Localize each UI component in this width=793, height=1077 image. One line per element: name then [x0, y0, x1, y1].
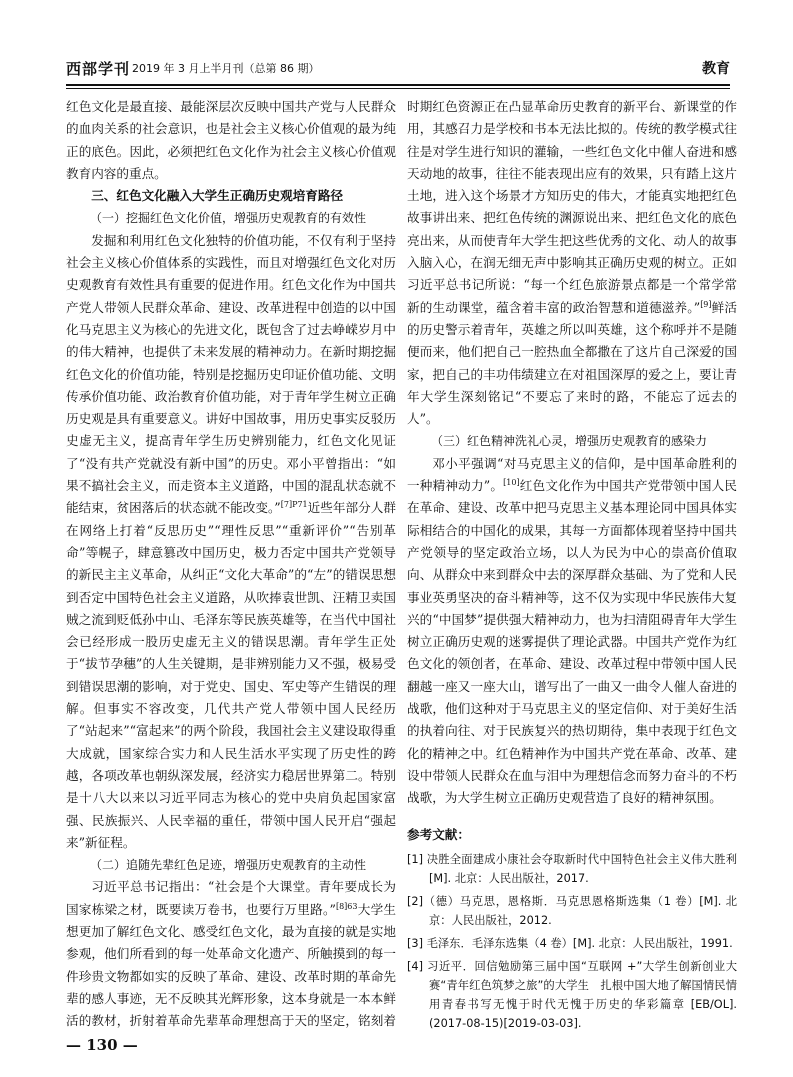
page-number: — 130 —	[66, 1036, 138, 1054]
paragraph-text: 习近平总书记指出：“社会是个大课堂。青年要成长为国家栋梁之材，既要读万卷书，也要行万里路。”	[66, 879, 396, 917]
reference-item: [3] 毛泽东．毛泽东选集（4 卷）[M]. 北京：人民出版社，1991.	[407, 936, 733, 950]
section-heading: 三、红色文化融入大学生正确历史观培育路径	[91, 188, 344, 204]
reference-item: [4] 习近平．回信勉励第三届中国“互联网 +”大学生创新创业大赛“青年红色筑梦之旅”的大学生 扎根中国大地了解国情民情 用青春书写无愧于时代无愧于历史的华彩篇章 [EB/OL].(2017-08-15)[2019-03-03].	[407, 959, 737, 1030]
paragraph-text: 大学生想更加了解红色文化、感受红色文化，最为直接的就是实地参观，他们所看到的每一处革命文化遗产、所触摸到的每一件珍贵文物都如实的反映了革命、建设、改革时期的革命先辈的感人事迹，无不反映其光辉形象，这本身就是一本本鲜活的教材，折射着革命先辈革命理想高于天的坚定，铭刻着	[66, 901, 396, 1029]
citation: [7]P71	[280, 500, 308, 510]
paragraph-text: 红色文化作为中国共产党带领中国人民在革命、建设、改革中把马克思主义基本理论同中国具体实际相结合的中国化的成果，其每一方面都体现着坚持中国共产党领导的坚定政治立场，以人为民为中心的崇高价值取向、从群众中来到群众中去的深厚群众基础、为了党和人民事业英勇坚决的奋斗精神等，这不仅为实现中华民族伟大复兴的“中国梦”提供强大精神动力，也为扫清阻碍青年大学生树立正确历史观的迷雾提供了理论武器。中国共产党作为红色文化的领创者，在革命、建设、改革过程中带领中国人民翻越一座又一座大山，谱写出了一曲又一曲令人催人奋进的战歌，他们这种对于马克思主义的坚定信仰、对于美好生活的执着向往、对于民族复兴的热切期待，集中表现于红色文化的精神之中。红色精神作为中国共产党在革命、改革、建设中带领人民群众在血与泪中为理想信念而努力奋斗的不朽战歌，为大学生树立正确历史观营造了良好的精神氛围。	[407, 478, 737, 806]
citation: [9]	[700, 299, 712, 309]
paragraph	[407, 453, 737, 810]
paragraph-text: 发掘和利用红色文化独特的价值功能，不仅有利于坚持社会主义核心价值体系的实践性，而且对增强红色文化对历史观教育有效性具有重要的促进作用。红色文化作为中国共产党人带领人民群众革命、建设、改革进程中创造的以中国化马克思主义为核心的先进文化，既包含了过去峥嵘岁月中的伟大精神，也提供了未来发展的精神动力。在新时期挖掘红色文化的价值功能，特别是挖掘历史印证价值功能、文明传承价值功能、政治教育价值功能，对于青年学生树立正确历史观是具有重要意义。讲好中国故事，用历史事实反驳历史虚无主义，提高青年学生历史辨别能力，红色文化见证了“没有共产党就没有新中国”的历史。邓小平曾指出：“如果不搞社会主义，而走资本主义道路，中国的混乱状态就不能结束，贫困落后的状态就不能改变。”	[66, 232, 396, 516]
page-header	[66, 50, 730, 82]
section-label: 教育	[702, 61, 730, 77]
subsection-heading: （三）红色精神洗礼心灵，增强历史观教育的感染力	[431, 434, 708, 449]
paragraph-text: 邓小平强调“对马克思主义的信仰，是中国革命胜利的一种精神动力”。	[407, 455, 737, 494]
references-heading: 参考文献：	[407, 826, 470, 842]
header-rule	[66, 84, 730, 86]
subsection-heading: （一）挖掘红色文化价值，增强历史观教育的有效性	[90, 211, 367, 226]
left-column	[66, 96, 396, 1036]
paragraph-text: 近些年部分人群在网络上打着“反思历史”“理性反思”“重新评价”“告别革命”等幌子，肆意篡改中国历史，极力否定中国共产党领导的新民主主义革命，从纠正“文化大革命”的“左”的错误思想到否定中国特色社会主义道路，从吹捧袁世凯、汪精卫卖国贼之流到贬低孙中山、毛泽东等民族英雄等，在当代中国社会已经形成一股历史虚无主义的错误思潮。青年学生正处于“拔节孕穗”的人生关键期，是非辨别能力又不强，极易受到错误思潮的影响，对于党史、国史、军史等产生错误的理解。但事实不容改变，几代共产党人带领中国人民经历了“站起来”“富起来”的两个阶段，我国社会主义建设取得重大成就，国家综合实力和人民生活水平实现了历史性的跨越，各项改革也朝纵深发展，经济实力稳居世界第二。特别是十八大以来以习近平同志为核心的党中央肩负起国家富强、民族振兴、人民幸福的重任，带领中国人民开启“强起来”新征程。	[66, 500, 396, 850]
paragraph-text: 鲜活的历史警示着青年，英雄之所以叫英雄，这个称呼并不是随便而来，他们把自己一腔热血全都撒在了这片自己深爱的国家，把自己的丰功伟绩建立在对祖国深厚的爱之上，要让青年大学生深刻铭记“不要忘了来时的路，不能忘了远去的人”。	[407, 299, 737, 427]
journal-logo: 西部学刊	[66, 60, 131, 78]
reference-item: [2]（德）马克思，恩格斯．马克思恩格斯选集（1 卷）[M]. 北京：人民出版社，2012.	[407, 894, 737, 927]
paragraph	[66, 876, 396, 1036]
header-rule-thin	[66, 88, 730, 89]
paragraph	[407, 96, 737, 430]
citation: [8]63	[335, 901, 358, 911]
paragraph-text: 时期红色资源正在凸显革命历史教育的新平台、新课堂的作用，其感召力是学校和书本无法比拟的。传统的教学模式往往是对学生进行知识的灌输，一些红色文化中催人奋进和感天动地的故事，往往不能表现出应有的效果，只有踏上这片土地，进入这个场景才方知历史的伟大，才能真实地把红色故事讲出来、把红色传统的渊源说出来、把红色文化的底色亮出来，从而使青年大学生把这些优秀的文化、动人的故事入脑入心，在润无细无声中影响其正确历史观的树立。正如习近平总书记所说：“每一个红色旅游景点都是一个常学常新的生动课堂，蕴含着丰富的政治智慧和道德滋养。”	[407, 99, 737, 315]
issue-info: 2019 年 3 月上半月刊（总第 86 期）	[132, 62, 320, 75]
subsection-heading: （二）追随先辈红色足迹，增强历史观教育的主动性	[90, 858, 367, 873]
citation: [10]	[503, 477, 520, 487]
reference-item: [1] 决胜全面建成小康社会夺取新时代中国特色社会主义伟大胜利 [M]. 北京：人民出版社，2017.	[407, 852, 737, 885]
paragraph	[66, 230, 396, 854]
paragraph: 红色文化是最直接、最能深层次反映中国共产党与人民群众的血肉关系的社会意识，也是社会主义核心价值观的最为纯正的底色。因此，必须把红色文化作为社会主义核心价值观教育内容的重点。	[66, 99, 396, 181]
right-column	[407, 96, 737, 1036]
